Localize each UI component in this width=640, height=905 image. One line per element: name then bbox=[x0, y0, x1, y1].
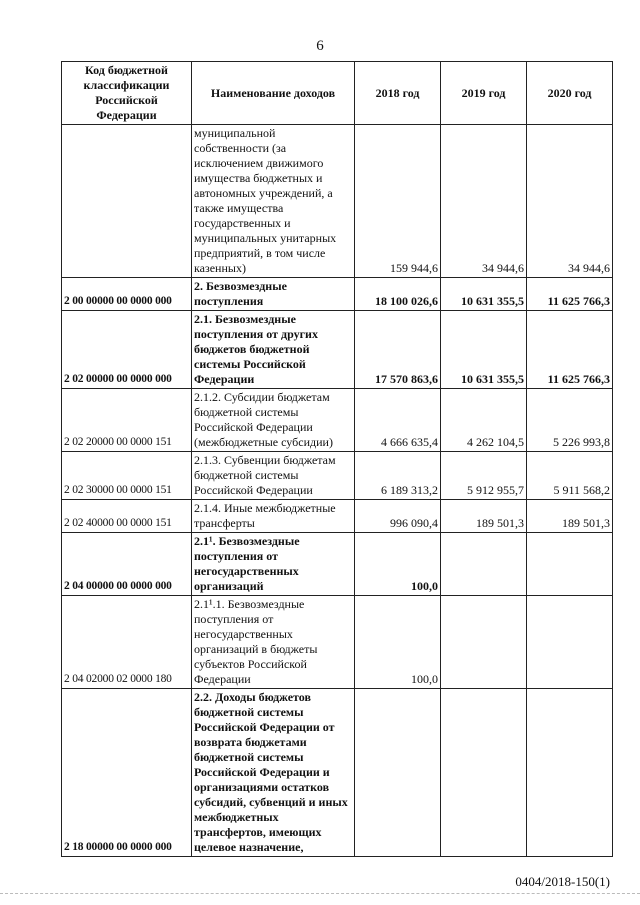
row-2019: 34 944,6 bbox=[441, 125, 527, 278]
row-code: 2 04 02000 02 0000 180 bbox=[62, 596, 192, 689]
row-name: 2.1.3. Субвенции бюджетам бюджетной системы Российской Федерации bbox=[192, 452, 355, 500]
row-code: 2 02 30000 00 0000 151 bbox=[62, 452, 192, 500]
row-2018: 159 944,6 bbox=[355, 125, 441, 278]
row-name: 2.1.2. Субсидии бюджетам бюджетной системы Российской Федерации (межбюджетные субсидии) bbox=[192, 389, 355, 452]
row-2019 bbox=[441, 533, 527, 596]
row-2020: 5 226 993,8 bbox=[527, 389, 613, 452]
row-code: 2 04 00000 00 0000 000 bbox=[62, 533, 192, 596]
row-2019: 4 262 104,5 bbox=[441, 389, 527, 452]
table-row bbox=[62, 278, 613, 311]
table-row bbox=[62, 596, 613, 689]
row-2020: 34 944,6 bbox=[527, 125, 613, 278]
row-2020: 189 501,3 bbox=[527, 500, 613, 533]
row-2019 bbox=[441, 596, 527, 689]
header-2020: 2020 год bbox=[527, 62, 613, 125]
row-2018: 100,0 bbox=[355, 596, 441, 689]
row-2019: 10 631 355,5 bbox=[441, 278, 527, 311]
row-2018: 4 666 635,4 bbox=[355, 389, 441, 452]
row-2018: 100,0 bbox=[355, 533, 441, 596]
table-row bbox=[62, 689, 613, 857]
row-name: муниципальной собственности (за исключением движимого имущества бюджетных и автономных учреждений, а также имущества государственных и муниципальных унитарных предприятий, в том числе казенных) bbox=[192, 125, 355, 278]
row-2018 bbox=[355, 689, 441, 857]
table-row bbox=[62, 125, 613, 278]
row-2018: 18 100 026,6 bbox=[355, 278, 441, 311]
row-code: 2 02 20000 00 0000 151 bbox=[62, 389, 192, 452]
row-2019: 5 912 955,7 bbox=[441, 452, 527, 500]
row-name: 2.1. Безвозмездные поступления от других бюджетов бюджетной системы Российской Федерации bbox=[192, 311, 355, 389]
row-2019: 189 501,3 bbox=[441, 500, 527, 533]
row-code: 2 00 00000 00 0000 000 bbox=[62, 278, 192, 311]
row-name: 2.1.4. Иные межбюджетные трансферты bbox=[192, 500, 355, 533]
table-row bbox=[62, 533, 613, 596]
row-name: 2.1¹.1. Безвозмездные поступления от негосударственных организаций в бюджеты субъектов Российской Федерации bbox=[192, 596, 355, 689]
row-code: 2 02 40000 00 0000 151 bbox=[62, 500, 192, 533]
table-row bbox=[62, 389, 613, 452]
table-row bbox=[62, 311, 613, 389]
header-2019: 2019 год bbox=[441, 62, 527, 125]
row-2020 bbox=[527, 596, 613, 689]
row-name: 2.2. Доходы бюджетов бюджетной системы Российской Федерации от возврата бюджетами бюджетной системы Российской Федерации и организациями остатков субсидий, субвенций и иных межбюджетных трансфертов, имеющих целевое назначение, bbox=[192, 689, 355, 857]
row-2018: 6 189 313,2 bbox=[355, 452, 441, 500]
row-2019: 10 631 355,5 bbox=[441, 311, 527, 389]
row-2018: 17 570 863,6 bbox=[355, 311, 441, 389]
table-header-row bbox=[62, 62, 613, 125]
row-name: 2.1¹. Безвозмездные поступления от негосударственных организаций bbox=[192, 533, 355, 596]
row-code bbox=[62, 125, 192, 278]
row-code: 2 02 00000 00 0000 000 bbox=[62, 311, 192, 389]
scan-edge-line bbox=[0, 893, 640, 894]
budget-revenue-table bbox=[61, 61, 613, 857]
document-registration-code: 0404/2018-150(1) bbox=[515, 874, 610, 889]
row-2020: 11 625 766,3 bbox=[527, 311, 613, 389]
table-row bbox=[62, 500, 613, 533]
header-name: Наименование доходов bbox=[192, 62, 355, 125]
header-2018: 2018 год bbox=[355, 62, 441, 125]
row-2020 bbox=[527, 689, 613, 857]
row-name: 2. Безвозмездные поступления bbox=[192, 278, 355, 311]
row-2018: 996 090,4 bbox=[355, 500, 441, 533]
row-2020: 5 911 568,2 bbox=[527, 452, 613, 500]
page-number: 6 bbox=[316, 38, 324, 54]
row-2020: 11 625 766,3 bbox=[527, 278, 613, 311]
header-code: Код бюджетной классификации Российской Федерации bbox=[62, 62, 192, 125]
table-row bbox=[62, 452, 613, 500]
row-code: 2 18 00000 00 0000 000 bbox=[62, 689, 192, 857]
row-2020 bbox=[527, 533, 613, 596]
row-2019 bbox=[441, 689, 527, 857]
